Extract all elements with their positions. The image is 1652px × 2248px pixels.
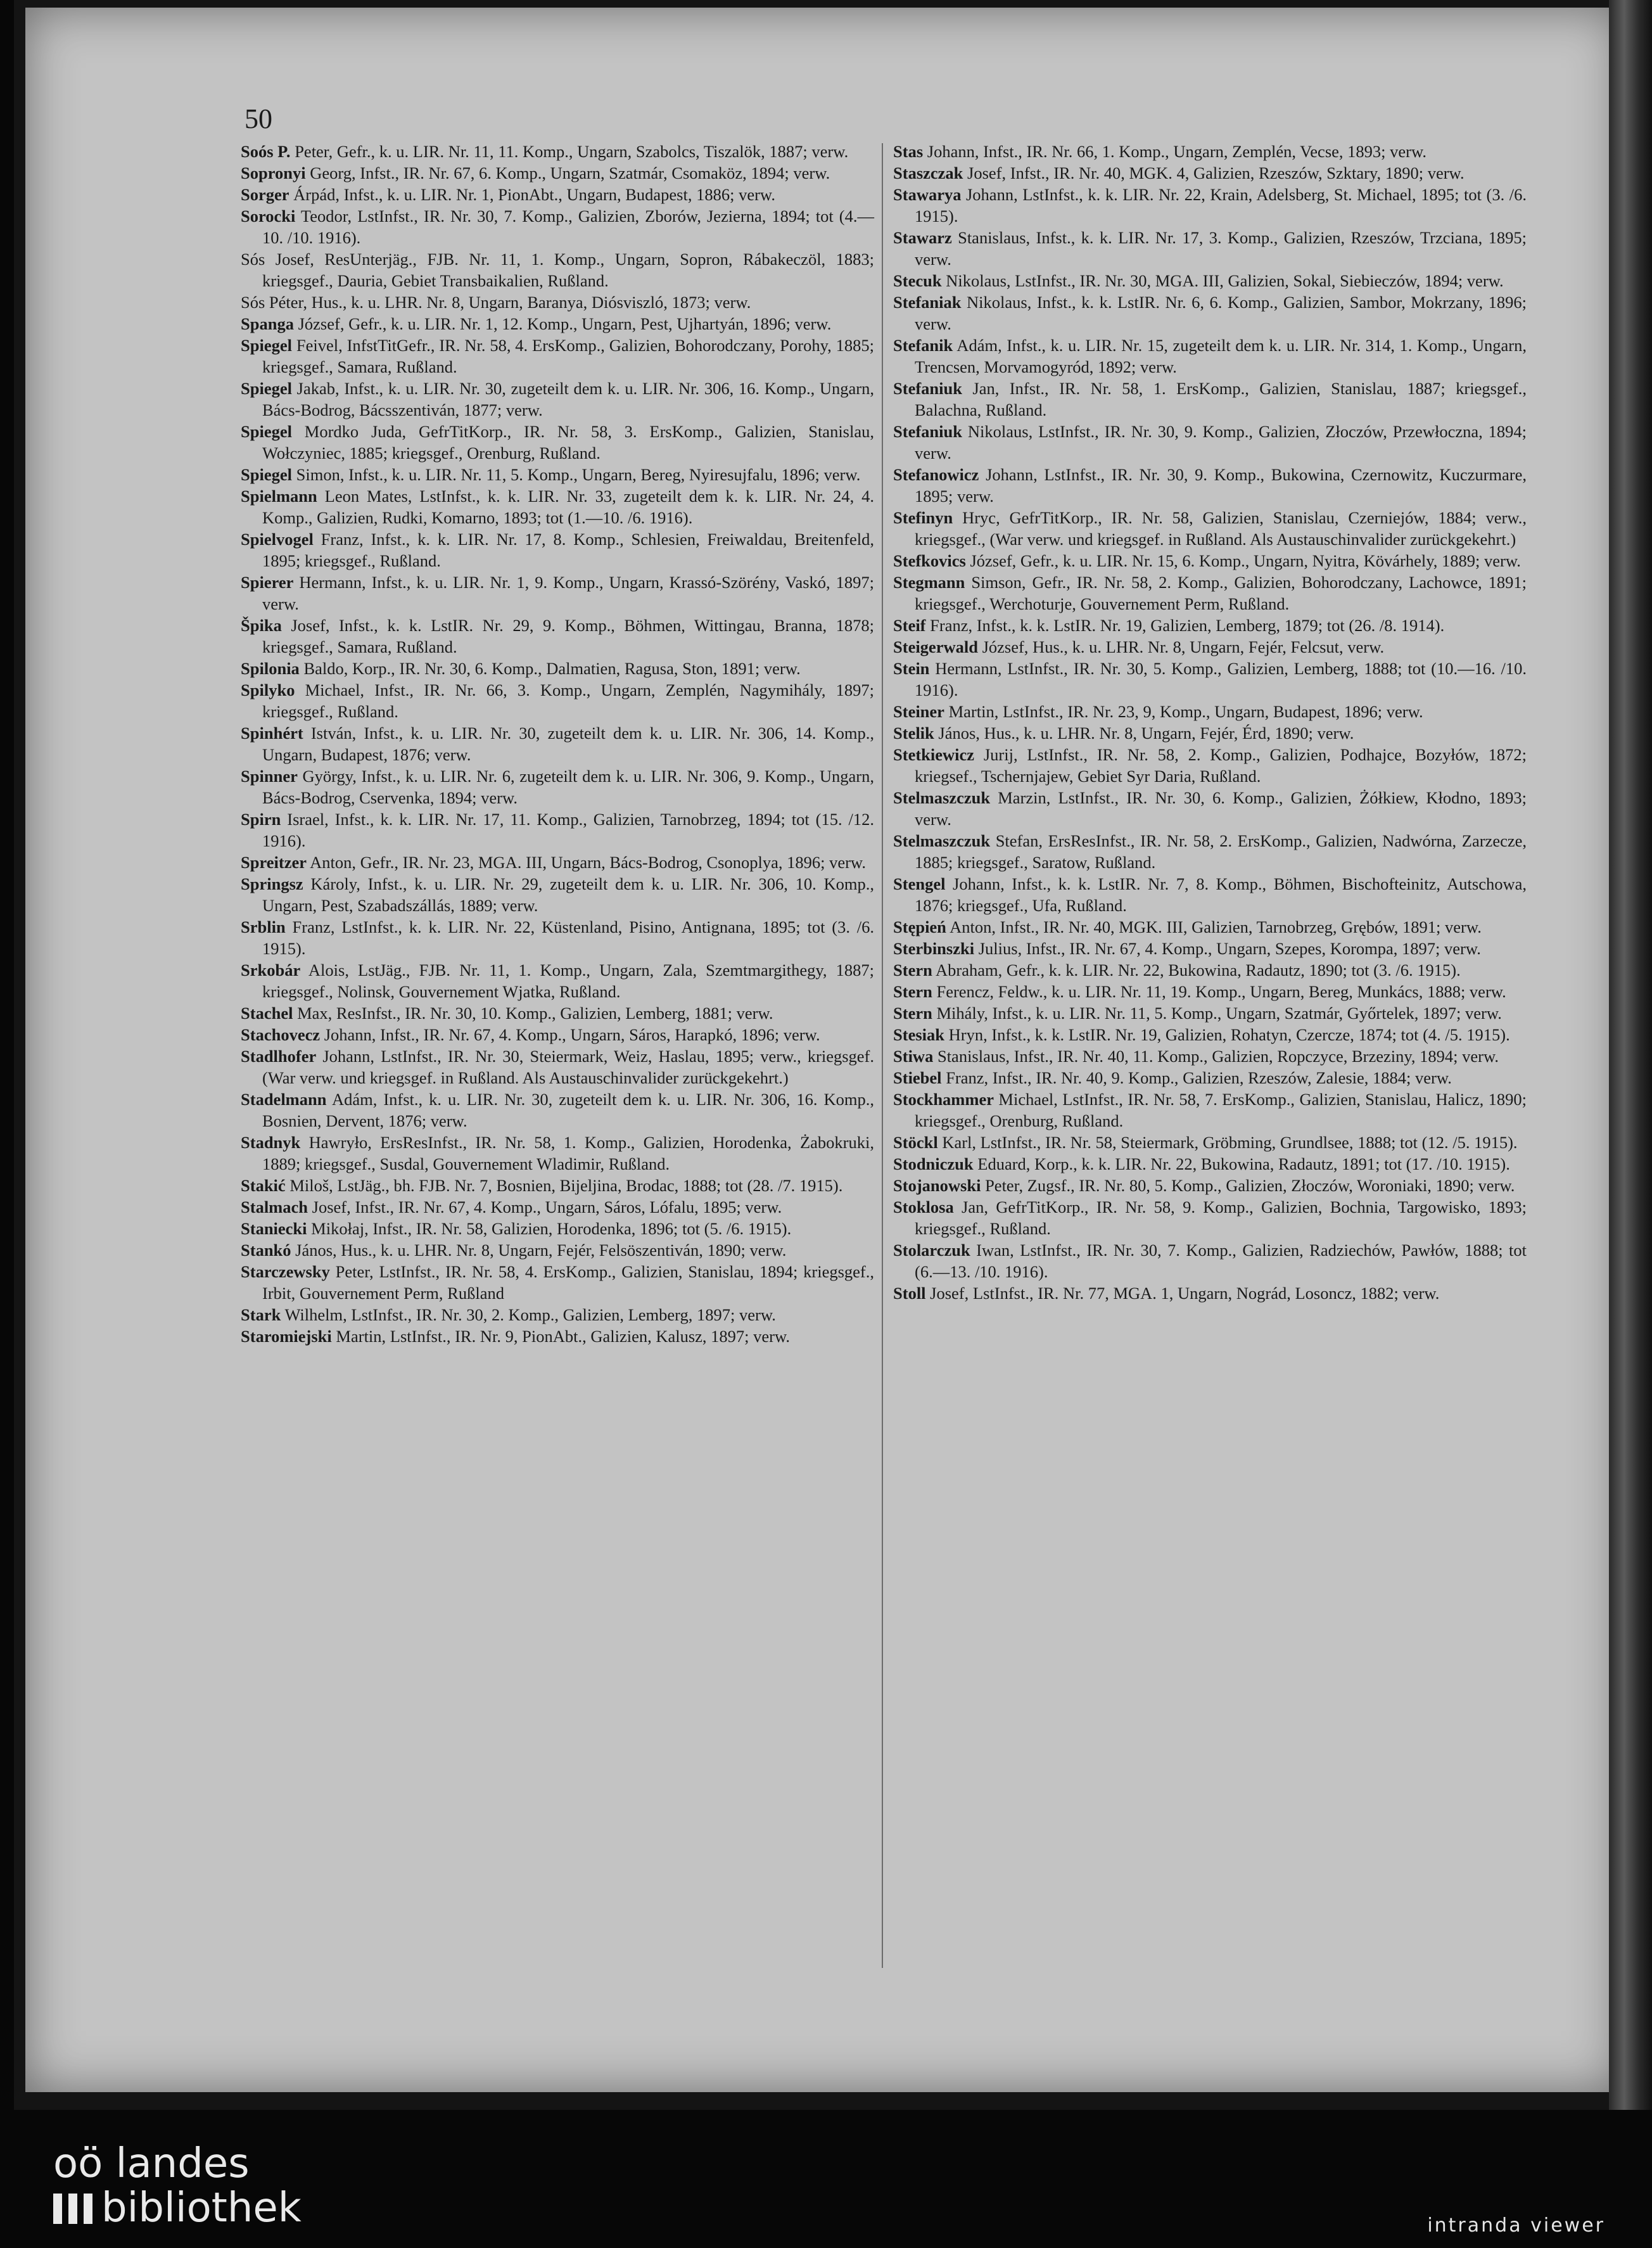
entry-surname: Stefaniuk	[893, 422, 962, 441]
entry-surname: Soós P.	[241, 142, 291, 161]
register-entry	[893, 1024, 1527, 1045]
entry-surname: Spinhért	[241, 724, 303, 743]
entry-details: Nikolaus, LstInfst., IR. Nr. 30, MGA. III, Galizien, Sokal, Siebieczów, 1894; verw.	[941, 271, 1504, 290]
register-entry	[241, 141, 874, 162]
entry-details: Adám, Infst., k. u. LIR. Nr. 15, zugeteilt dem k. u. LIR. Nr. 314, 1. Komp., Ungarn, Trencsen, Morvamogyród, 1892; verw.	[915, 336, 1527, 376]
register-entry	[893, 270, 1527, 291]
entry-details: Árpád, Infst., k. u. LIR. Nr. 1, PionAbt., Ungarn, Budapest, 1886; verw.	[289, 185, 775, 204]
register-entry	[241, 1045, 874, 1089]
register-entry	[893, 464, 1527, 507]
entry-details: Josef, LstInfst., IR. Nr. 77, MGA. 1, Ungarn, Nográd, Losoncz, 1882; verw.	[925, 1284, 1440, 1303]
entry-details: Nikolaus, LstInfst., IR. Nr. 30, 9. Komp., Galizien, Złoczów, Przewłoczna, 1894; verw.	[915, 422, 1527, 463]
register-entry	[241, 528, 874, 572]
entry-details: Franz, Infst., IR. Nr. 40, 9. Komp., Galizien, Rzeszów, Zalesie, 1884; verw.	[941, 1068, 1452, 1087]
register-entry	[893, 227, 1527, 270]
entry-details: Jan, GefrTitKorp., IR. Nr. 58, 9. Komp., Galizien, Bochnia, Targowisko, 1893; kriegsgef., Rußland.	[915, 1197, 1527, 1238]
entry-surname: Spierer	[241, 573, 294, 592]
register-entry	[893, 291, 1527, 335]
entry-details: Johann, Infst., IR. Nr. 67, 4. Komp., Ungarn, Sáros, Harapkó, 1896; verw.	[320, 1025, 820, 1044]
entry-details: Sós Josef, ResUnterjäg., FJB. Nr. 11, 1. Komp., Ungarn, Sopron, Rábakeczöl, 1883; kriegsgef., Dauria, Gebiet Transbaikalien, Rußland.	[241, 250, 874, 290]
register-entry	[241, 572, 874, 615]
register-entry	[241, 1175, 874, 1196]
entry-details: Eduard, Korp., k. k. LIR. Nr. 22, Bukowina, Radautz, 1891; tot (17. /10. 1915).	[973, 1154, 1510, 1173]
entry-surname: Staszczak	[893, 163, 963, 182]
entry-surname: Stark	[241, 1305, 281, 1324]
register-entry	[241, 313, 874, 335]
entry-details: Josef, Infst., k. k. LstIR. Nr. 29, 9. Komp., Böhmen, Wittingau, Branna, 1878; kriegsgef., Samara, Rußland.	[262, 616, 874, 656]
register-entry	[241, 464, 874, 485]
entry-surname: Staromiejski	[241, 1327, 332, 1346]
entry-surname: Stern	[893, 982, 932, 1001]
entry-surname: Spiegel	[241, 379, 292, 398]
register-entry	[893, 873, 1527, 916]
entry-surname: Stelmaszczuk	[893, 788, 991, 807]
entry-details: Abraham, Gefr., k. k. LIR. Nr. 22, Bukowina, Radautz, 1890; tot (3. /6. 1915).	[932, 961, 1461, 980]
entry-surname: Stiebel	[893, 1068, 942, 1087]
register-entry	[893, 1196, 1527, 1239]
entry-surname: Sopronyi	[241, 163, 306, 182]
entry-details: Simson, Gefr., IR. Nr. 58, 2. Komp., Galizien, Bohorodczany, Lachowce, 1891; kriegsgef., Werchoturje, Gouvernement Perm, Rußland.	[915, 573, 1527, 613]
register-entry	[893, 378, 1527, 421]
register-entry	[241, 1304, 874, 1325]
logo-bars-icon	[53, 2194, 95, 2224]
entry-details: Franz, Infst., k. k. LIR. Nr. 17, 8. Komp., Schlesien, Freiwaldau, Breitenfeld, 1895; kriegsgef., Rußland.	[262, 530, 874, 570]
logo-line-2	[53, 2186, 302, 2230]
logo-line-1: oö landes	[53, 2140, 250, 2187]
entry-details: Alois, LstJäg., FJB. Nr. 11, 1. Komp., Ungarn, Zala, Szemtmargithegy, 1887; kriegsgef., Nolinsk, Gouvernement Wjatka, Rußland.	[262, 961, 874, 1001]
entry-details: Georg, Infst., IR. Nr. 67, 6. Komp., Ungarn, Szatmár, Csomaköz, 1894; verw.	[305, 163, 830, 182]
entry-surname: Stas	[893, 142, 924, 161]
entry-surname: Spirn	[241, 810, 281, 829]
entry-details: Hermann, LstInfst., IR. Nr. 30, 5. Komp., Galizien, Lemberg, 1888; tot (10.—16. /10. 1916).	[915, 659, 1527, 699]
entry-surname: Stępień	[893, 917, 946, 936]
register-entry	[241, 248, 874, 291]
entry-details: Miloš, LstJäg., bh. FJB. Nr. 7, Bosnien, Bijeljina, Brodac, 1888; tot (28. /7. 1915).	[285, 1176, 843, 1195]
register-entry	[241, 378, 874, 421]
entry-details: Stefan, ErsResInfst., IR. Nr. 58, 2. ErsKomp., Galizien, Nadwórna, Zarzecze, 1885; kriegsgef., Saratow, Rußland.	[915, 831, 1527, 872]
register-entry	[893, 1045, 1527, 1067]
page-number: 50	[245, 103, 272, 134]
entry-details: Josef, Infst., IR. Nr. 67, 4. Komp., Ungarn, Sáros, Lófalu, 1895; verw.	[308, 1197, 782, 1217]
register-entry	[241, 852, 874, 873]
register-entry	[893, 141, 1527, 162]
register-entry	[893, 1067, 1527, 1089]
register-entry	[241, 1196, 874, 1218]
register-entry	[893, 1089, 1527, 1132]
entry-details: József, Gefr., k. u. LIR. Nr. 15, 6. Komp., Ungarn, Nyitra, Kövárhely, 1889; verw.	[965, 551, 1521, 570]
register-entry	[893, 658, 1527, 701]
entry-surname: Stern	[893, 1004, 932, 1023]
book-edge	[1609, 0, 1652, 2110]
entry-details: Anton, Gefr., IR. Nr. 23, MGA. III, Ungarn, Bács-Bodrog, Csonoplya, 1896; verw.	[307, 853, 866, 872]
register-entry	[241, 916, 874, 959]
entry-surname: Stern	[893, 961, 932, 980]
register-entry	[893, 959, 1527, 981]
register-entry	[241, 184, 874, 205]
entry-details: Stanislaus, Infst., k. k. LIR. Nr. 17, 3. Komp., Galizien, Rzeszów, Trzciana, 1895; verw.	[915, 228, 1527, 269]
entry-surname: Steif	[893, 616, 926, 635]
entry-details: Hawryło, ErsResInfst., IR. Nr. 58, 1. Komp., Galizien, Horodenka, Żabokruki, 1889; kriegsgef., Susdal, Gouvernement Wladimir, Rußland.	[262, 1133, 874, 1173]
register-entry	[241, 1002, 874, 1024]
entry-surname: Stein	[893, 659, 930, 678]
entry-details: Feivel, InfstTitGefr., IR. Nr. 58, 4. ErsKomp., Galizien, Bohorodczany, Porohy, 1885; kriegsgef., Samara, Rußland.	[262, 336, 874, 376]
entry-details: Hryn, Infst., k. k. LstIR. Nr. 19, Galizien, Rohatyn, Czercze, 1874; tot (4. /5. 1915).	[944, 1025, 1510, 1044]
register-entry	[893, 1175, 1527, 1196]
entry-surname: Staniecki	[241, 1219, 307, 1238]
entry-surname: Spiegel	[241, 336, 292, 355]
entry-details: János, Hus., k. u. LHR. Nr. 8, Ungarn, Fejér, Érd, 1890; verw.	[934, 724, 1354, 743]
entry-details: Leon Mates, LstInfst., k. k. LIR. Nr. 33, zugeteilt dem k. k. LIR. Nr. 24, 4. Komp., Galizien, Rudki, Komarno, 1893; tot (1.—10. /6. 1916).	[262, 487, 874, 527]
register-entry	[241, 808, 874, 852]
entry-details: Simon, Infst., k. u. LIR. Nr. 11, 5. Komp., Ungarn, Bereg, Nyiresujfalu, 1896; verw.	[291, 465, 861, 484]
entry-surname: Stesiak	[893, 1025, 944, 1044]
entry-details: János, Hus., k. u. LHR. Nr. 8, Ungarn, Fejér, Felsöszentiván, 1890; verw.	[291, 1241, 787, 1260]
entry-details: István, Infst., k. u. LIR. Nr. 30, zugeteilt dem k. u. LIR. Nr. 306, 14. Komp., Ungarn, Budapest, 1876; verw.	[262, 724, 874, 764]
entry-details: Iwan, LstInfst., IR. Nr. 30, 7. Komp., Galizien, Radziechów, Pawłów, 1888; tot (6.—13. /10. 1916).	[915, 1241, 1527, 1281]
entry-surname: Sorger	[241, 185, 289, 204]
entry-details: Peter, Gefr., k. u. LIR. Nr. 11, 11. Komp., Ungarn, Szabolcs, Tiszalök, 1887; verw.	[290, 142, 849, 161]
entry-details: Ferencz, Feldw., k. u. LIR. Nr. 11, 19. Komp., Ungarn, Bereg, Munkács, 1888; verw.	[932, 982, 1506, 1001]
entry-surname: Špika	[241, 616, 282, 635]
register-entry	[893, 1153, 1527, 1175]
entry-surname: Stetkiewicz	[893, 745, 975, 764]
entry-surname: Stankó	[241, 1241, 291, 1260]
register-entry	[893, 722, 1527, 744]
entry-details: Wilhelm, LstInfst., IR. Nr. 30, 2. Komp., Galizien, Lemberg, 1897; verw.	[281, 1305, 776, 1324]
entry-details: József, Gefr., k. u. LIR. Nr. 1, 12. Komp., Ungarn, Pest, Ujhartyán, 1896; verw.	[293, 314, 832, 333]
entry-surname: Stegmann	[893, 573, 965, 592]
register-entry	[241, 291, 874, 313]
register-entry	[893, 184, 1527, 227]
entry-surname: Srkobár	[241, 961, 301, 980]
register-entry	[893, 335, 1527, 378]
register-entry	[241, 162, 874, 184]
entry-surname: Spiegel	[241, 465, 292, 484]
entry-surname: Springsz	[241, 874, 303, 893]
entry-surname: Stawarya	[893, 185, 962, 204]
entry-surname: Sterbinszki	[893, 939, 975, 958]
register-entry	[893, 744, 1527, 787]
register-entry	[241, 722, 874, 765]
register-entry	[893, 1002, 1527, 1024]
entry-surname: Stöckl	[893, 1133, 938, 1152]
entry-surname: Stachovecz	[241, 1025, 321, 1044]
entry-details: Johann, LstInfst., k. k. LIR. Nr. 22, Krain, Adelsberg, St. Michael, 1895; tot (3. /6. 1915).	[915, 185, 1527, 226]
entry-details: Johann, Infst., k. k. LstIR. Nr. 7, 8. Komp., Böhmen, Bischofteinitz, Autschowa, 1876; kriegsgef., Ufa, Rußland.	[915, 874, 1527, 915]
entry-details: Karl, LstInfst., IR. Nr. 58, Steiermark, Gröbming, Grundlsee, 1888; tot (12. /5. 1915).	[937, 1133, 1518, 1152]
entry-surname: Stadlhofer	[241, 1047, 317, 1066]
register-entry	[241, 205, 874, 248]
entry-surname: Stelik	[893, 724, 934, 743]
entry-surname: Stefanik	[893, 336, 953, 355]
entry-details: Baldo, Korp., IR. Nr. 30, 6. Komp., Dalmatien, Ragusa, Ston, 1891; verw.	[299, 659, 801, 678]
register-entry	[893, 550, 1527, 572]
entry-surname: Stefinyn	[893, 508, 953, 527]
entry-details: Adám, Infst., k. u. LIR. Nr. 30, zugeteilt dem k. u. LIR. Nr. 306, 16. Komp., Bosnien, Dervent, 1876; verw.	[262, 1090, 874, 1130]
entry-surname: Stojanowski	[893, 1176, 981, 1195]
entry-details: Johann, Infst., IR. Nr. 66, 1. Komp., Ungarn, Zemplén, Vecse, 1893; verw.	[923, 142, 1427, 161]
entry-surname: Spielvogel	[241, 530, 314, 549]
entry-details: Josef, Infst., IR. Nr. 40, MGK. 4, Galizien, Rzeszów, Szktary, 1890; verw.	[963, 163, 1465, 182]
entry-surname: Steiner	[893, 702, 944, 721]
register-entry	[241, 1218, 874, 1239]
entry-surname: Stodniczuk	[893, 1154, 974, 1173]
entry-details: Peter, LstInfst., IR. Nr. 58, 4. ErsKomp., Galizien, Stanislau, 1894; kriegsgef., Irbit, Gouvernement Perm, Rußland	[262, 1262, 874, 1303]
entry-surname: Stefaniak	[893, 293, 962, 312]
entry-surname: Spinner	[241, 767, 298, 786]
register-entry	[893, 916, 1527, 938]
entry-details: Marzin, LstInfst., IR. Nr. 30, 6. Komp., Galizien, Żółkiew, Kłodno, 1893; verw.	[915, 788, 1527, 829]
entry-details: Israel, Infst., k. k. LIR. Nr. 17, 11. Komp., Galizien, Tarnobrzeg, 1894; tot (15. /12. 1916).	[262, 810, 874, 850]
entry-surname: Srblin	[241, 917, 286, 936]
entry-details: József, Hus., k. u. LHR. Nr. 8, Ungarn, Fejér, Felcsut, verw.	[977, 637, 1385, 656]
entry-details: Nikolaus, Infst., k. k. LstIR. Nr. 6, 6. Komp., Galizien, Sambor, Mokrzany, 1896; verw.	[915, 293, 1527, 333]
register-entry	[893, 572, 1527, 615]
entry-details: Jakab, Infst., k. u. LIR. Nr. 30, zugeteilt dem k. u. LIR. Nr. 306, 16. Komp., Ungarn, Bács-Bodrog, Bácsszentiván, 1877; verw.	[262, 379, 874, 419]
entry-surname: Spielmann	[241, 487, 317, 506]
entry-details: Johann, LstInfst., IR. Nr. 30, Steiermark, Weiz, Haslau, 1895; verw., kriegsgef. (War verw. und kriegsgef. in Rußland. Als Austauschinvalider zurückgekehrt.)	[262, 1047, 874, 1087]
entry-details: Teodor, LstInfst., IR. Nr. 30, 7. Komp., Galizien, Zborów, Jezierna, 1894; tot (4.—10. /10. 1916).	[262, 207, 874, 247]
right-column	[893, 141, 1527, 1991]
entry-details: Max, ResInfst., IR. Nr. 30, 10. Komp., Galizien, Lemberg, 1881; verw.	[293, 1004, 773, 1023]
register-entry	[241, 679, 874, 722]
entry-surname: Stakić	[241, 1176, 286, 1195]
entry-details: Michael, LstInfst., IR. Nr. 58, 7. ErsKomp., Galizien, Stanislau, Halicz, 1890; kriegsgef., Orenburg, Rußland.	[915, 1090, 1527, 1130]
entry-details: Michael, Infst., IR. Nr. 66, 3. Komp., Ungarn, Zemplén, Nagymihály, 1897; kriegsgef., Rußland.	[262, 680, 874, 721]
entry-details: Jan, Infst., IR. Nr. 58, 1. ErsKomp., Galizien, Stanislau, 1887; kriegsgef., Balachna, Rußland.	[915, 379, 1527, 419]
entry-details: Martin, LstInfst., IR. Nr. 23, 9, Komp., Ungarn, Budapest, 1896; verw.	[944, 702, 1423, 721]
entry-details: György, Infst., k. u. LIR. Nr. 6, zugeteilt dem k. u. LIR. Nr. 306, 9. Komp., Ungarn, Bács-Bodrog, Cservenka, 1894; verw.	[262, 767, 874, 807]
entry-details: Anton, Infst., IR. Nr. 40, MGK. III, Galizien, Tarnobrzeg, Grębów, 1891; verw.	[946, 917, 1482, 936]
register-entry	[893, 981, 1527, 1002]
entry-surname: Spiegel	[241, 422, 292, 441]
register-entry	[893, 162, 1527, 184]
entry-details: Mihály, Infst., k. u. LIR. Nr. 11, 5. Komp., Ungarn, Szatmár, Győrtelek, 1897; verw.	[932, 1004, 1502, 1023]
register-entry	[241, 959, 874, 1002]
left-column	[241, 141, 874, 1991]
entry-details: Károly, Infst., k. u. LIR. Nr. 29, zugeteilt dem k. u. LIR. Nr. 306, 10. Komp., Ungarn, Pest, Szabadszállás, 1889; verw.	[262, 874, 874, 915]
entry-details: Hryc, GefrTitKorp., IR. Nr. 58, Galizien, Stanislau, Czerniejów, 1884; verw., kriegsgef., (War verw. und kriegsgef. in Rußland. Als Austauschinvalider zurückgekehrt.)	[915, 508, 1527, 549]
register-entry	[241, 1132, 874, 1175]
entry-details: Jurij, LstInfst., IR. Nr. 58, 2. Komp., Galizien, Podhajce, Bozyłów, 1872; kriegsef., Tschernjajew, Gebiet Syr Daria, Rußland.	[915, 745, 1527, 786]
register-entry	[241, 335, 874, 378]
entry-surname: Stelmaszczuk	[893, 831, 991, 850]
entry-details: Johann, LstInfst., IR. Nr. 30, 9. Komp., Bukowina, Czernowitz, Kuczurmare, 1895; verw.	[915, 465, 1527, 506]
entry-surname: Stiwa	[893, 1047, 934, 1066]
entry-details: Franz, Infst., k. k. LstIR. Nr. 19, Galizien, Lemberg, 1879; tot (26. /8. 1914).	[925, 616, 1445, 635]
entry-details: Hermann, Infst., k. u. LIR. Nr. 1, 9. Komp., Ungarn, Krassó-Szörény, Vaskó, 1897; verw.	[262, 573, 874, 613]
entry-surname: Stawarz	[893, 228, 952, 247]
entry-surname: Sorocki	[241, 207, 296, 226]
register-entry	[893, 830, 1527, 873]
entry-surname: Stoklosa	[893, 1197, 954, 1217]
entry-details: Mordko Juda, GefrTitKorp., IR. Nr. 58, 3. ErsKomp., Galizien, Stanislau, Wołczyniec, 1885; kriegsgef., Orenburg, Rußland.	[262, 422, 874, 463]
register-entry	[893, 421, 1527, 464]
entry-surname: Stefanowicz	[893, 465, 979, 484]
entry-surname: Steigerwald	[893, 637, 978, 656]
register-entry	[893, 636, 1527, 658]
register-entry	[893, 1132, 1527, 1153]
register-entry	[893, 507, 1527, 550]
register-entry	[241, 1261, 874, 1304]
entry-surname: Spanga	[241, 314, 294, 333]
register-entry	[241, 1024, 874, 1045]
entry-surname: Spreitzer	[241, 853, 307, 872]
entry-surname: Stadnyk	[241, 1133, 301, 1152]
register-entry	[241, 765, 874, 808]
entry-surname: Stadelmann	[241, 1090, 327, 1109]
register-entry	[893, 1239, 1527, 1282]
entry-details: Peter, Zugsf., IR. Nr. 80, 5. Komp., Galizien, Złoczów, Woroniaki, 1890; verw.	[981, 1176, 1515, 1195]
register-entry	[241, 421, 874, 464]
register-entry	[893, 701, 1527, 722]
entry-details: Franz, LstInfst., k. k. LIR. Nr. 22, Küstenland, Pisino, Antignana, 1895; tot (3. /6. 1915).	[262, 917, 874, 958]
entry-details: Julius, Infst., IR. Nr. 67, 4. Komp., Ungarn, Szepes, Korompa, 1897; verw.	[974, 939, 1481, 958]
register-entry	[241, 873, 874, 916]
register-entry	[893, 787, 1527, 830]
register-entry	[241, 615, 874, 658]
entry-surname: Stengel	[893, 874, 946, 893]
entry-details: Stanislaus, Infst., IR. Nr. 40, 11. Komp., Galizien, Ropczyce, Brzeziny, 1894; verw.	[933, 1047, 1499, 1066]
register-entry	[893, 615, 1527, 636]
entry-surname: Stoll	[893, 1284, 926, 1303]
register-entry	[893, 938, 1527, 959]
entry-details: Martin, LstInfst., IR. Nr. 9, PionAbt., Galizien, Kalusz, 1897; verw.	[331, 1327, 791, 1346]
register-entry	[241, 485, 874, 528]
library-logo[interactable]	[53, 2142, 302, 2230]
logo-line-2-text: bibliothek	[101, 2185, 302, 2232]
entry-surname: Spilonia	[241, 659, 300, 678]
viewer-label: intranda viewer	[1427, 2214, 1605, 2237]
register-entry	[241, 1325, 874, 1347]
column-divider	[882, 143, 883, 1968]
register-entry	[241, 1089, 874, 1132]
register-entry	[241, 1239, 874, 1261]
entry-surname: Stalmach	[241, 1197, 308, 1217]
entry-surname: Spilyko	[241, 680, 295, 699]
entry-surname: Starczewsky	[241, 1262, 330, 1281]
entry-surname: Stecuk	[893, 271, 942, 290]
entry-surname: Stockhammer	[893, 1090, 994, 1109]
entry-surname: Stachel	[241, 1004, 293, 1023]
register-entry	[241, 658, 874, 679]
entry-surname: Stefkovics	[893, 551, 966, 570]
entry-details: Mikołaj, Infst., IR. Nr. 58, Galizien, Horodenka, 1896; tot (5. /6. 1915).	[307, 1219, 792, 1238]
register-entry	[893, 1282, 1527, 1304]
entry-surname: Stefaniuk	[893, 379, 962, 398]
entry-details: Sós Péter, Hus., k. u. LHR. Nr. 8, Ungarn, Baranya, Diósviszló, 1873; verw.	[241, 293, 751, 312]
entry-surname: Stolarczuk	[893, 1241, 970, 1260]
